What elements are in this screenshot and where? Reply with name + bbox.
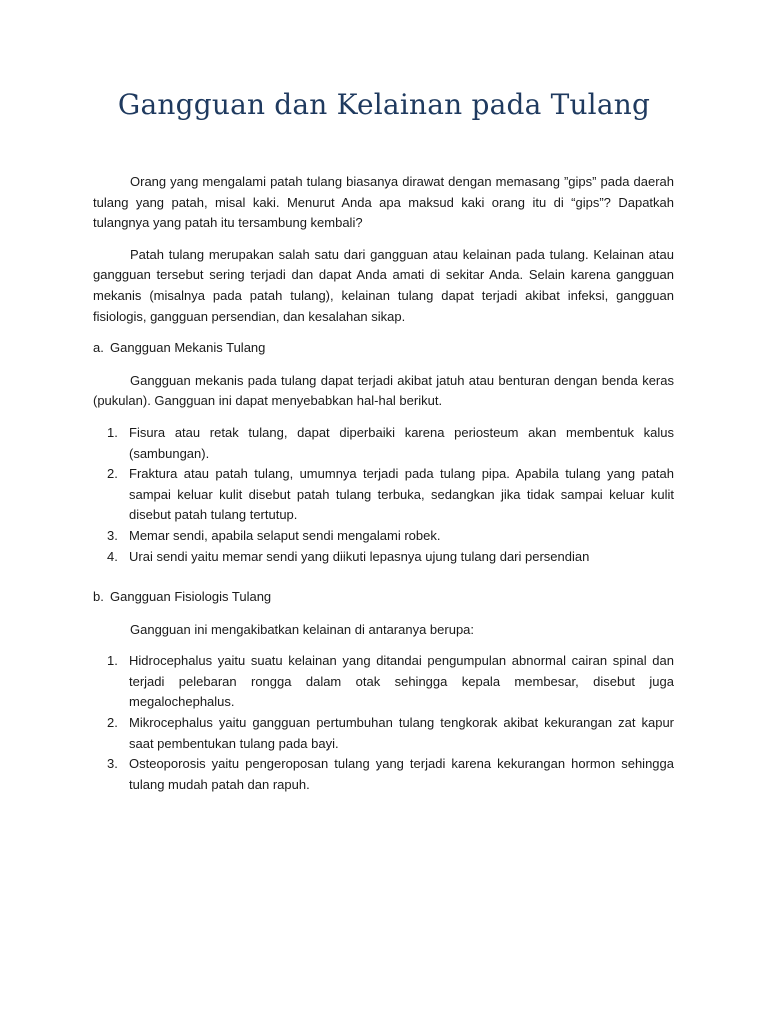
list-item-text: Hidrocephalus yaitu suatu kelainan yang ditandai pengumpulan abnormal cairan spinal dan terjadi pelebaran rongga dalam otak sehingga kepala membesar, disebut juga megalochephalus. [129,653,674,710]
document-body [93,172,674,795]
list-item [93,713,674,754]
list-item-number: 1. [107,424,118,440]
section-a-marker: a. [93,340,104,356]
list-item-text: Urai sendi yaitu memar sendi yang diikuti lepasnya ujung tulang dari persendian [129,548,590,564]
section-b-list [93,651,674,795]
list-item [93,526,674,547]
page-title: Gangguan dan Kelainan pada Tulang [117,88,651,121]
list-item-text: Osteoporosis yaitu pengeroposan tulang yang terjadi karena kekurangan hormon sehingga tulang mudah patah dan rapuh. [129,756,674,792]
list-item-number: 3. [107,527,118,543]
list-item-number: 4. [107,548,118,564]
section-b-paragraph: Gangguan ini mengakibatkan kelainan di antaranya berupa: [130,621,475,637]
list-item-number: 3. [107,756,118,772]
section-b-marker: b. [93,589,104,605]
section-a-list [93,423,674,567]
list-item-text: Mikrocephalus yaitu gangguan pertumbuhan tulang tengkorak akibat kekurangan zat kapur saat pembentukan tulang pada bayi. [129,715,674,751]
section-a-heading [93,338,674,359]
section-a-title: Gangguan Mekanis Tulang [110,340,266,356]
intro-paragraph-1: Orang yang mengalami patah tulang biasanya dirawat dengan memasang ”gips” pada daerah tulang yang patah, misal kaki. Menurut Anda apa maksud kaki orang itu di “gips”? Dapatkah tulangnya yang patah itu tersambung kembali? [93,174,674,231]
list-item [93,547,674,568]
section-b-title: Gangguan Fisiologis Tulang [110,589,272,605]
list-item [93,651,674,713]
intro-paragraph-2: Patah tulang merupakan salah satu dari gangguan atau kelainan pada tulang. Kelainan atau gangguan tersebut sering terjadi dan dapat Anda amati di sekitar Anda. Selain karena gangguan mekanis (misalnya pada patah tulang), kelainan tulang dapat terjadi akibat infeksi, gangguan fisiologis, gangguan persendian, dan kesalahan sikap. [93,246,674,324]
section-a-paragraph: Gangguan mekanis pada tulang dapat terjadi akibat jatuh atau benturan dengan benda keras (pukulan). Gangguan ini dapat menyebabkan hal-hal berikut. [93,372,674,409]
section-b-heading [93,587,674,608]
list-item-number: 2. [107,466,118,482]
list-item-text: Memar sendi, apabila selaput sendi mengalami robek. [129,527,441,543]
list-item-text: Fisura atau retak tulang, dapat diperbaiki karena periosteum akan membentuk kalus (sambungan). [129,424,674,461]
list-item [93,423,674,464]
list-item [93,754,674,795]
list-item-text: Fraktura atau patah tulang, umumnya terjadi pada tulang pipa. Apabila tulang yang patah sampai keluar kulit disebut patah tulang terbuka, sedangkan jika tidak sampai keluar kulit disebut patah tulang tertutup. [129,466,674,523]
list-item-number: 2. [107,715,118,731]
list-item-number: 1. [107,653,118,669]
list-item [93,464,674,526]
